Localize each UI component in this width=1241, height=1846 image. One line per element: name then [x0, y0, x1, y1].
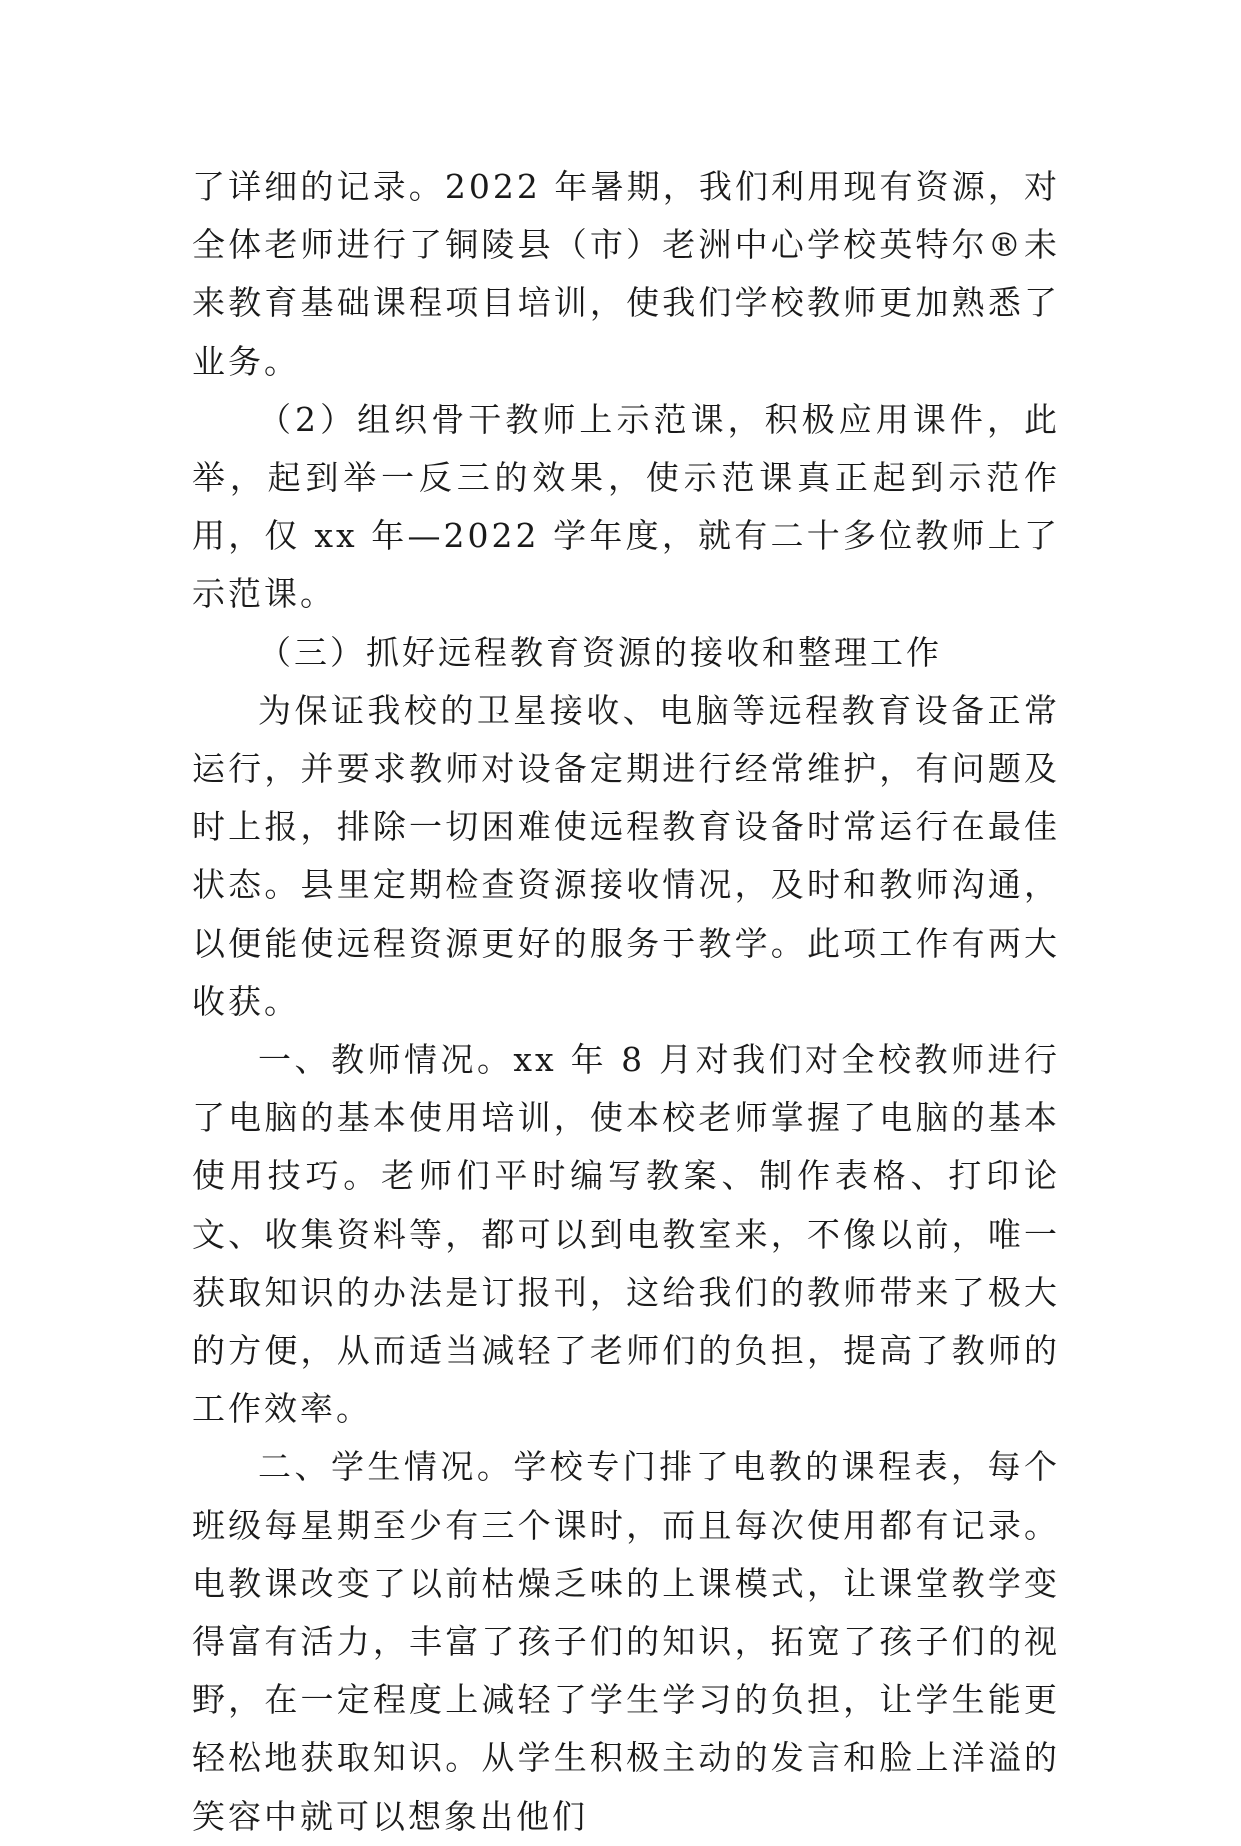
paragraph-training-record: 了详细的记录。2022 年暑期，我们利用现有资源，对全体老师进行了铜陵县（市）老洲中心学校英特尔®未来教育基础课程项目培训，使我们学校教师更加熟悉了业务。	[192, 167, 1060, 381]
paragraph-student-situation: 二、学生情况。学校专门排了电教的课程表，每个班级每星期至少有三个课时，而且每次使用都有记录。电教课改变了以前枯燥乏味的上课模式，让课堂教学变得富有活力，丰富了孩子们的知识，拓宽了孩子们的视野，在一定程度上减轻了学生学习的负担，让学生能更轻松地获取知识。从学生积极主动的发言和脸上洋溢的笑容中就可以想象出他们	[192, 1447, 1060, 1836]
paragraph-teacher-situation: 一、教师情况。xx 年 8 月对我们对全校教师进行了电脑的基本使用培训，使本校老师掌握了电脑的基本使用技巧。老师们平时编写教案、制作表格、打印论文、收集资料等，都可以到电教室来，不像以前，唯一获取知识的办法是订报刊，这给我们的教师带来了极大的方便，从而适当减轻了老师们的负担，提高了教师的工作效率。	[192, 1040, 1060, 1429]
document-page	[192, 158, 1060, 1846]
section-heading-remote-education: （三）抓好远程教育资源的接收和整理工作	[258, 632, 942, 672]
paragraph-remote-equipment: 为保证我校的卫星接收、电脑等远程教育设备正常运行，并要求教师对设备定期进行经常维护，有问题及时上报，排除一切困难使远程教育设备时常运行在最佳状态。县里定期检查资源接收情况，及时和教师沟通，以便能使远程资源更好的服务于教学。此项工作有两大收获。	[192, 690, 1060, 1021]
paragraph-demo-lessons: （2）组织骨干教师上示范课，积极应用课件，此举，起到举一反三的效果，使示范课真正起到示范作用，仅 xx 年—2022 学年度，就有二十多位教师上了示范课。	[192, 399, 1060, 614]
